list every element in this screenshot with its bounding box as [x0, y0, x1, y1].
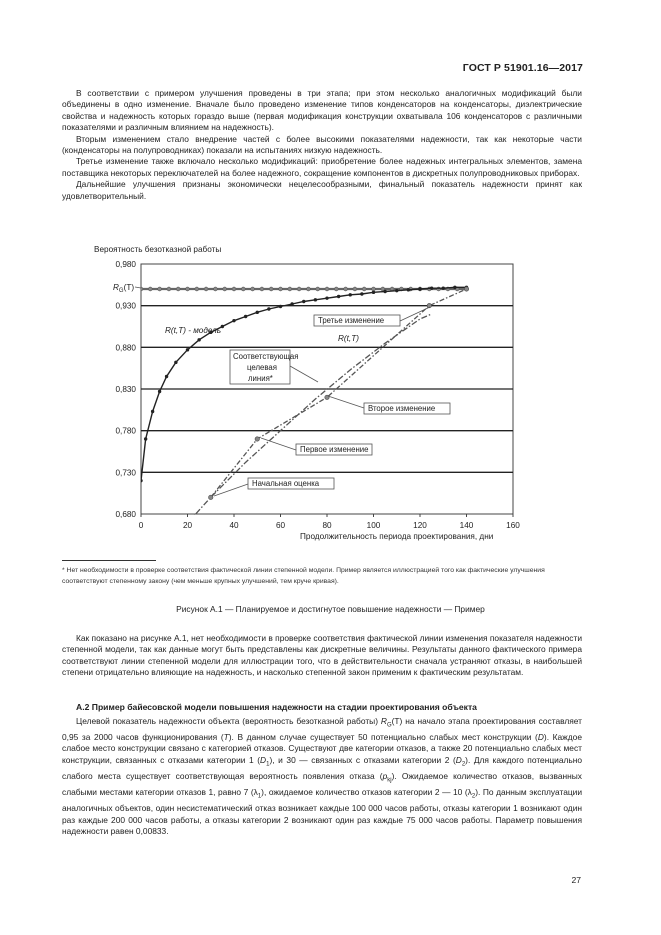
target-point — [158, 287, 162, 291]
initial-leader — [214, 484, 248, 496]
after-figure-paragraph: Как показано на рисунке А.1, нет необходимости в проверке соответствия фактической линии изменения показателя надежности степенной модели, так как данные могут быть представлены как дискретные величины. Результаты данного фактического примера соответствуют линии степенной модели для иллюстрации того, что в действительности сначала устраняют отказы, в наибольшей степени отрицательно влияющие на надежность, и насколько степенной закон применим к фактическим результатам. — [62, 633, 582, 678]
target-point — [316, 287, 320, 291]
intro-paragraph-1: В соответствии с примером улучшения проведены в три этапа; при этом несколько аналогичных модификаций были объединены в одно изменение. Вначале было проведено изменение типов конденсаторов на конденсаторы, диэлектрические свойства и надежность которых гораздо выше (первая модификация конструкции охватывала 106 конденсаторов с различными показателями и различным влиянием на надежность). — [62, 88, 582, 133]
y-tick-label: 0,980 — [115, 260, 136, 269]
footnote-rule — [62, 560, 156, 561]
model-point — [244, 315, 247, 318]
x-tick-label: 60 — [275, 521, 286, 530]
target-point — [372, 287, 376, 291]
target-line-label-1: Соответствующая — [233, 352, 299, 361]
target-point — [297, 287, 301, 291]
target-point — [362, 287, 366, 291]
target-point — [325, 287, 329, 291]
intro-paragraph-2: Вторым изменением стало внедрение частей с более высокими показателями надежности, так как некоторые части (конденсаторы на полупроводниках) показали на испытаниях низкую надежность. — [62, 133, 582, 156]
target-point — [307, 287, 311, 291]
model-point — [349, 293, 352, 296]
chart-y-ticks — [116, 260, 137, 519]
chart-xlabel: Продолжительность периода проектирования, дни — [300, 532, 494, 541]
chart-x-ticks — [139, 514, 521, 530]
second-change-label: Второе изменение — [368, 404, 436, 413]
section-paragraph: Целевой показатель надежности объекта (вероятность безотказной работы) $R_G(T)$ на начало этапа проектирования составляет 0,95 за 2000 часов функционирования (T). В данном случае существует 50 потенциально слабых мест конструкции (D). Каждое слабое место конструкции связано с категорией отказов. Существуют две категории отказов, а также 20 потенциально слабых мест конструкции, связанных с отказами категории 1 $(D_1)$, и 30 — связанных с отказами категории 2 $(D_2)$. Для каждого потенциально слабого места существует соответствующая вероятность появления отказа $(p_{kj})$. Ожидаемое количество отказов, вызванных слабыми местами категории отказов 1, равно 7 $(\lambda_1)$, ожидаемое количество отказов категории 2 — 10 $(\lambda_2)$. По данным эксплуатации аналогичных объектов, один несистематический отказ возникает каждые 100 000 часов работы, отказы категории 1 возникают один раз каждые 200 000 часов работы, а отказы категории 2 возникают один раз каждые 75 000 часов работы. Параметр повышения надежности равен 0,00833. — [62, 716, 583, 836]
x-tick-label: 140 — [459, 521, 474, 530]
target-point — [279, 287, 283, 291]
model-point — [372, 291, 375, 294]
model-point — [418, 287, 421, 290]
target-point — [167, 287, 171, 291]
actual-point — [464, 287, 468, 291]
y-tick-label: 0,730 — [115, 468, 136, 478]
model-point — [232, 319, 235, 322]
standard-header: ГОСТ Р 51901.16—2017 — [462, 62, 583, 74]
target-point — [353, 287, 357, 291]
actual-point — [255, 437, 259, 441]
initial-estimate-label: Начальная оценка — [252, 479, 320, 488]
page-number: 27 — [571, 875, 581, 885]
model-point — [395, 289, 398, 292]
model-label: R(t,T) - модель — [165, 326, 222, 335]
model-point — [174, 361, 177, 364]
model-point — [197, 338, 200, 341]
rg-leader — [135, 287, 141, 288]
model-point — [453, 286, 456, 289]
target-line-label-3: линия* — [248, 374, 273, 383]
model-point — [267, 307, 270, 310]
rg-label: $R_G(T)$ — [113, 283, 135, 294]
target-point — [214, 287, 218, 291]
x-tick-label: 100 — [366, 521, 381, 530]
y-tick-label: 0,780 — [115, 426, 136, 436]
intro-paragraph-3: Третье изменение также включало несколько модификаций: приобретение более надежных интегральных элементов, замена поставщика некоторых переключателей на более надежного, сокращение компонентов в дискретных полупроводниковых приборах. — [62, 156, 582, 178]
model-point — [256, 311, 259, 314]
target-leader — [290, 366, 318, 382]
chart-ylabel: Вероятность безотказной работы — [94, 245, 222, 254]
section-title: А.2 Пример байесовской модели повышения надежности на стадии проектирования объекта — [76, 702, 477, 712]
x-tick-label: 40 — [229, 521, 239, 530]
model-point — [139, 479, 142, 482]
y-tick-label: 0,930 — [115, 301, 136, 311]
target-point — [269, 287, 273, 291]
model-point — [279, 305, 282, 308]
series-dash — [181, 314, 432, 531]
first-change-label: Первое изменение — [300, 445, 369, 454]
figure-caption: Рисунок А.1 — Планируемое и достигнутое повышение надежности — Пример — [176, 604, 485, 614]
second-leader — [328, 396, 364, 408]
target-point — [232, 287, 236, 291]
model-point — [186, 348, 189, 351]
model-point — [407, 288, 410, 291]
x-tick-label: 20 — [182, 521, 193, 530]
model-point — [325, 296, 328, 299]
model-point — [337, 295, 340, 298]
model-point — [302, 300, 305, 303]
y-tick-label: 0,880 — [115, 343, 136, 353]
x-tick-label: 160 — [506, 521, 520, 530]
y-tick-label: 0,680 — [115, 510, 136, 519]
x-tick-label: 120 — [413, 521, 427, 530]
model-point — [314, 298, 317, 301]
target-point — [344, 287, 348, 291]
model-point — [430, 286, 433, 289]
model-point — [165, 375, 168, 378]
target-point — [260, 287, 264, 291]
target-point — [195, 287, 199, 291]
first-leader — [261, 438, 296, 450]
intro-paragraph-4: Дальнейшие улучшения признаны экономически нецелесообразными, финальный показатель надежности принят как удовлетворительный. — [62, 179, 582, 201]
third-change-label: Третье изменение — [318, 316, 385, 325]
target-point — [223, 287, 227, 291]
target-point — [204, 287, 208, 291]
model-point — [151, 410, 154, 413]
target-point — [148, 287, 152, 291]
model-point — [290, 302, 293, 305]
target-line-label-2: целевая — [247, 363, 277, 372]
target-dash-line — [181, 314, 432, 531]
model-point — [360, 292, 363, 295]
target-point — [334, 287, 338, 291]
footnote: * Нет необходимости в проверке соответствия фактической линии степенной модели. Пример является иллюстрацией того как фактические улучшения соответствуют степенному закону (чем меньше крупных улучшений, тем круче кривая). — [62, 567, 545, 585]
target-point — [251, 287, 255, 291]
model-point — [144, 437, 147, 440]
after-figure-text — [62, 633, 582, 679]
target-point — [176, 287, 180, 291]
target-point — [186, 287, 190, 291]
model-point — [221, 325, 224, 328]
model-point — [383, 290, 386, 293]
y-tick-label: 0,830 — [115, 385, 136, 394]
rt-label: R(t,T) — [338, 334, 359, 343]
x-tick-label: 80 — [322, 521, 332, 530]
x-tick-label: 0 — [138, 521, 144, 530]
actual-point — [209, 495, 213, 499]
model-point — [442, 286, 445, 289]
section-text — [62, 716, 582, 837]
target-point — [241, 287, 245, 291]
model-point — [158, 390, 161, 393]
target-point — [288, 287, 292, 291]
